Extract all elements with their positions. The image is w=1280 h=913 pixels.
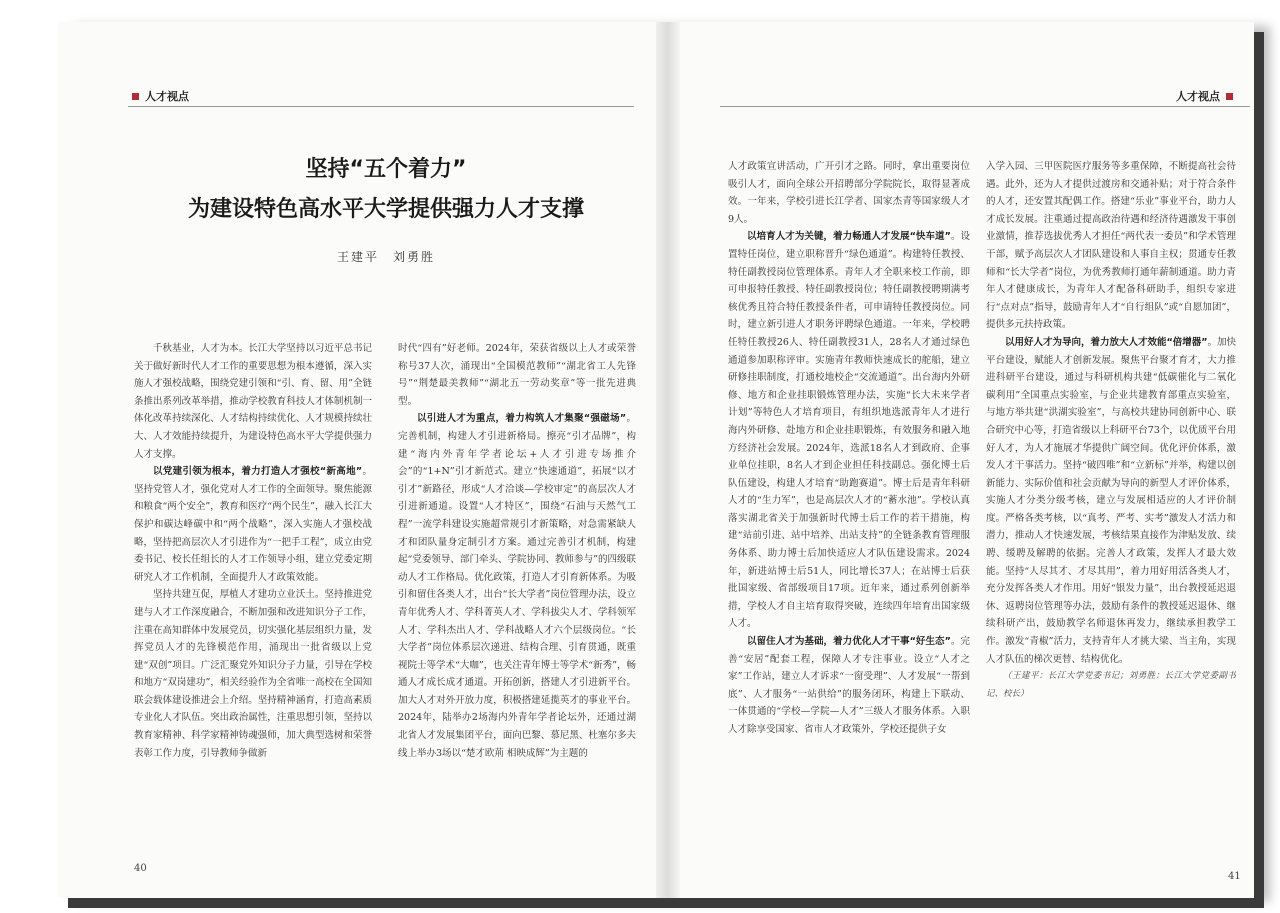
paragraph: 人才政策宣讲活动，广开引才之路。同时，拿出重要岗位吸引人才，面向全球公开招聘部分学院院长，取得显著成效。一年来，学校引进长江学者、国家杰青等国家级人才9人。 bbox=[728, 161, 970, 225]
paragraph: 以引进人才为重点，着力构筑人才集聚“强磁场”。完善机制，构建人才引进新格局。擦亮“引才品牌”，构建“海内外青年学者论坛+人才引进专场推介会”的“1+N”引才新范式。建立“快速通道”，拓展“以才引才”新路径，形成“人才洽谈—学校审定”的高层次人才引进新通道。设置“人才特区”，围绕“石油与天然气工程”一流学科建设实施超常规引才新策略，对急需紧缺人才和团队量身定制引才方案。通过完善引才机制，构建起“党委领导、部门牵头、学院协同、教师参与”的四级联动人才工作格局。优化政策，打造人才引育新体系。为吸引和留住各类人才，出台“长大学者”岗位管理办法，设立青年优秀人才、学科菁英人才、学科拔尖人才、学科领军人才、学科杰出人才、学科战略人才六个层级岗位。“长大学者”岗位体系层次递进、结构合理、引育贯通，既重视院士等学术“大咖”，也关注青年博士等学术“新秀”，畅通人才成长成才通道。开拓创新，搭建人才引进新平台。加大人才对外开放力度，积极搭建延揽英才的事业平台。2024年，陆举办2场海内外青年学者论坛外，还通过湖北省人才发展集团平台，面向巴黎、慕尼黑、杜塞尔多夫线上举办3场以“楚才欧荊 相映成辉”为主题的 bbox=[398, 413, 636, 759]
paragraph: 时代“四有”好老师。2024年，荣获省级以上人才或荣誉称号37人次，涌现出“全国模范教师”“湖北省工人先锋号”“荆楚最美教师”“湖北五一劳动奖章”等一批先进典型。 bbox=[398, 343, 636, 407]
paragraph: 以培育人才为关键，着力畅通人才发展“快车道”。设置特任岗位，建立职称晋升“绿色通道”。构建特任教授、特任副教授岗位管理体系。青年人才全职来校工作前，即可申报特任教授、特任副教授岗位；特任副教授聘期满考核优秀且符合特任教授条件者，可申请特任教授岗位。同时，建立新引进人才职务评聘绿色通道。一年来，学校聘任特任教授26人、特任副教授31人，28名人才通过绿色通道参加职称评审。实施青年教师快速成长的舵船，建立研修挂职制度，打通校地校企“交流通道”。出台海内外研修、地方和企业挂职锻炼管理办法，实施“长大未来学者计划”等特色人才培育项目，有组织地选派青年人才进行海内外研修、赴地方和企业挂职锻炼，有效服务和融入地方经济社会发展。2024年，选派18名人才到政府、企事业单位挂职，8名人才到企业担任科技副总。强化博士后队伍建设，构建人才培育“助跑赛道”。博士后是青年科研人才的“生力军”，也是高层次人才的“蓄水池”。学校认真落实湖北省关于加强新时代博士后工作的若干措施，构建“站前引进、站中培养、出站支持”的全链条教育管理服务体系、助力博士后加快适应人才队伍建设需求。2024年，新进站博士后51人，同比增长37人；在站博士后获批国家级、省部级项目17项。近年来，通过系列创新举措，学校人才自主培育取得突破，连续四年培育出国家级人才。 bbox=[728, 231, 970, 630]
section-header-left bbox=[132, 88, 189, 104]
page-number-left: 40 bbox=[134, 863, 147, 874]
article-title-line1: 坚持“五个着力” bbox=[305, 157, 467, 182]
red-square-icon bbox=[132, 93, 139, 100]
page-number-right: 41 bbox=[1228, 871, 1241, 882]
paragraph: 坚持共建互促，厚植人才建功立业沃土。坚持推进党建与人才工作深度融合，不断加强和改进知识分子工作，注重在高知群体中发展党员，切实强化基层组织力量，发挥党员人才的先锋模范作用，涌现出一批省级以上党建“双创”项目。广泛汇聚党外知识分子力量，引导在学校和地方“双岗建功”，相关经验作为全省唯一高校在全国知联会载体建设推进会上介绍。坚持精神涵育，打造高素质专业化人才队伍。突出政治属性，注重思想引领，坚持以教育家精神、科学家精神铸魂强师，加大典型选树和荣誉表彰工作力度，引导教师争做新 bbox=[134, 589, 372, 759]
paragraph: 入学入园、三甲医院医疗服务等多重保障，不断提高社会待遇。此外，还为人才提供过渡房和交通补贴；对于符合条件的人才，还安置其配偶工作。搭建“乐业”事业平台，助力人才成长发展。注重通过提高政治待遇和经济待遇激发干事创业激情，推荐选拔优秀人才担任“两代表一委员”和学术管理干部，赋予高层次人才团队建设和人事自主权；贯通专任教师和“长大学者”岗位，为优秀教师打通年薪制通道。助力青年人才健康成长，为青年人才配备科研助手，组织专家进行“点对点”指导，鼓励青年人才“自行组队”或“自愿加团”，提供多元扶持政策。 bbox=[986, 161, 1236, 331]
paragraph: 以党建引领为根本，着力打造人才强校“新高地”。坚持党管人才，强化党对人才工作的全面领导。聚焦能源和粮食“两个安全”，教育和医疗“两个民生”，融入长江大保护和碳达峰碳中和“两个战略”，深入实施人才强校战略，坚持把高层次人才引进作为“一把手工程”，成立由党委书记、校长任组长的人才工作领导小组，建立党委定期研究人才工作机制，全面提升人才政策效能。 bbox=[134, 466, 372, 583]
section-heading: 以留住人才为基础，着力优化人才干事“好生态” bbox=[747, 636, 951, 648]
paragraph: 以留住人才为基础，着力优化人才干事“好生态”。完善“安居”配套工程，保障人才专注事业。设立“人才之家”工作站，建立人才诉求“一窗受理”、人才发展“一帮到底”、人才服务“一站供给”的服务闭环，构建上下联动、一体贯通的“学校—学院—人才”三级人才服务体系。入职人才除享受国家、省市人才政策外，学校还提供子女 bbox=[728, 636, 970, 735]
paragraph: 千秋基业，人才为本。长江大学坚持以习近平总书记关于做好新时代人才工作的重要思想为根本遵循，深入实施人才强校战略，围绕党建引领和“引、育、留、用”全链条推出系列改革举措，推动学校教育科技人才体制机制一体化改革持续深化、人才结构持续优化、人才规模持续壮大、人才效能持续提升，为建设特色高水平大学提供强力人才支撑。 bbox=[134, 343, 372, 460]
section-header-right bbox=[1176, 88, 1233, 104]
section-header-right-label: 人才视点 bbox=[1176, 90, 1220, 103]
magazine-spread bbox=[58, 22, 1254, 898]
section-heading: 以党建引领为根本，着力打造人才强校“新高地” bbox=[153, 466, 363, 478]
text-column-4 bbox=[986, 158, 1236, 858]
paragraph: 以用好人才为导向，着力放大人才效能“倍增器”。加快平台建设，赋能人才创新发展。聚焦平台聚才育才，大力推进科研平台建设，通过与科研机构共建“低碳催化与二氧化碳利用”全国重点实验室，与企业共建教育部重点实验室，与地方举共建“洪湖实验室”，与高校共建协同创新中心、联合研究中心等，打造省级以上科研平台73个，以优质平台用好人才，为人才施展才华提供广阔空间。优化评价体系，激发人才干事活力。坚持“破四唯”和“立新标”并举，构建以创新能力、实际价值和社会贡献为导向的新型人才评价体系，实施人才分类分级考核，建立与发展相适应的人才评价制度。严格各类考核，以“真考、严考、实考”激发人才活力和潜力，推动人才快速发展，考核结果直接作为津贴发放、续聘、缓聘及解聘的依据。完善人才政策，发挥人才最大效能。坚持“人尽其才、才尽其用”，着力用好用活各类人才，充分发挥各类人才作用。用好“银发力量”，出台教授延迟退休、返聘岗位管理等办法，鼓励有条件的教授延迟退休、继续科研产出，鼓励教学名师退休再发力，继续承担教学工作。激发“青椒”活力，支持青年人才挑大梁、当主角，实现人才队伍的梯次更替、结构优化。 bbox=[986, 336, 1236, 665]
header-rule-right bbox=[720, 106, 1250, 107]
header-rule-left bbox=[128, 106, 634, 107]
section-header-left-label: 人才视点 bbox=[145, 90, 189, 103]
text-column-2 bbox=[398, 340, 636, 900]
article-authors: 王建平 刘勇胜 bbox=[336, 250, 435, 264]
text-column-1 bbox=[134, 340, 372, 880]
section-heading: 以用好人才为导向，着力放大人才效能“倍增器” bbox=[1005, 336, 1208, 348]
article-title-line2: 为建设特色高水平大学提供强力人才支撑 bbox=[187, 197, 584, 222]
section-heading: 以培育人才为关键，着力畅通人才发展“快车道” bbox=[747, 231, 951, 243]
text-column-3 bbox=[728, 158, 970, 883]
section-heading: 以引进人才为重点，着力构筑人才集聚“强磁场” bbox=[417, 413, 627, 425]
red-square-icon bbox=[1226, 93, 1233, 100]
author-note: （王建平：长江大学党委书记；刘勇胜：长江大学党委副书记、校长） bbox=[986, 671, 1236, 699]
